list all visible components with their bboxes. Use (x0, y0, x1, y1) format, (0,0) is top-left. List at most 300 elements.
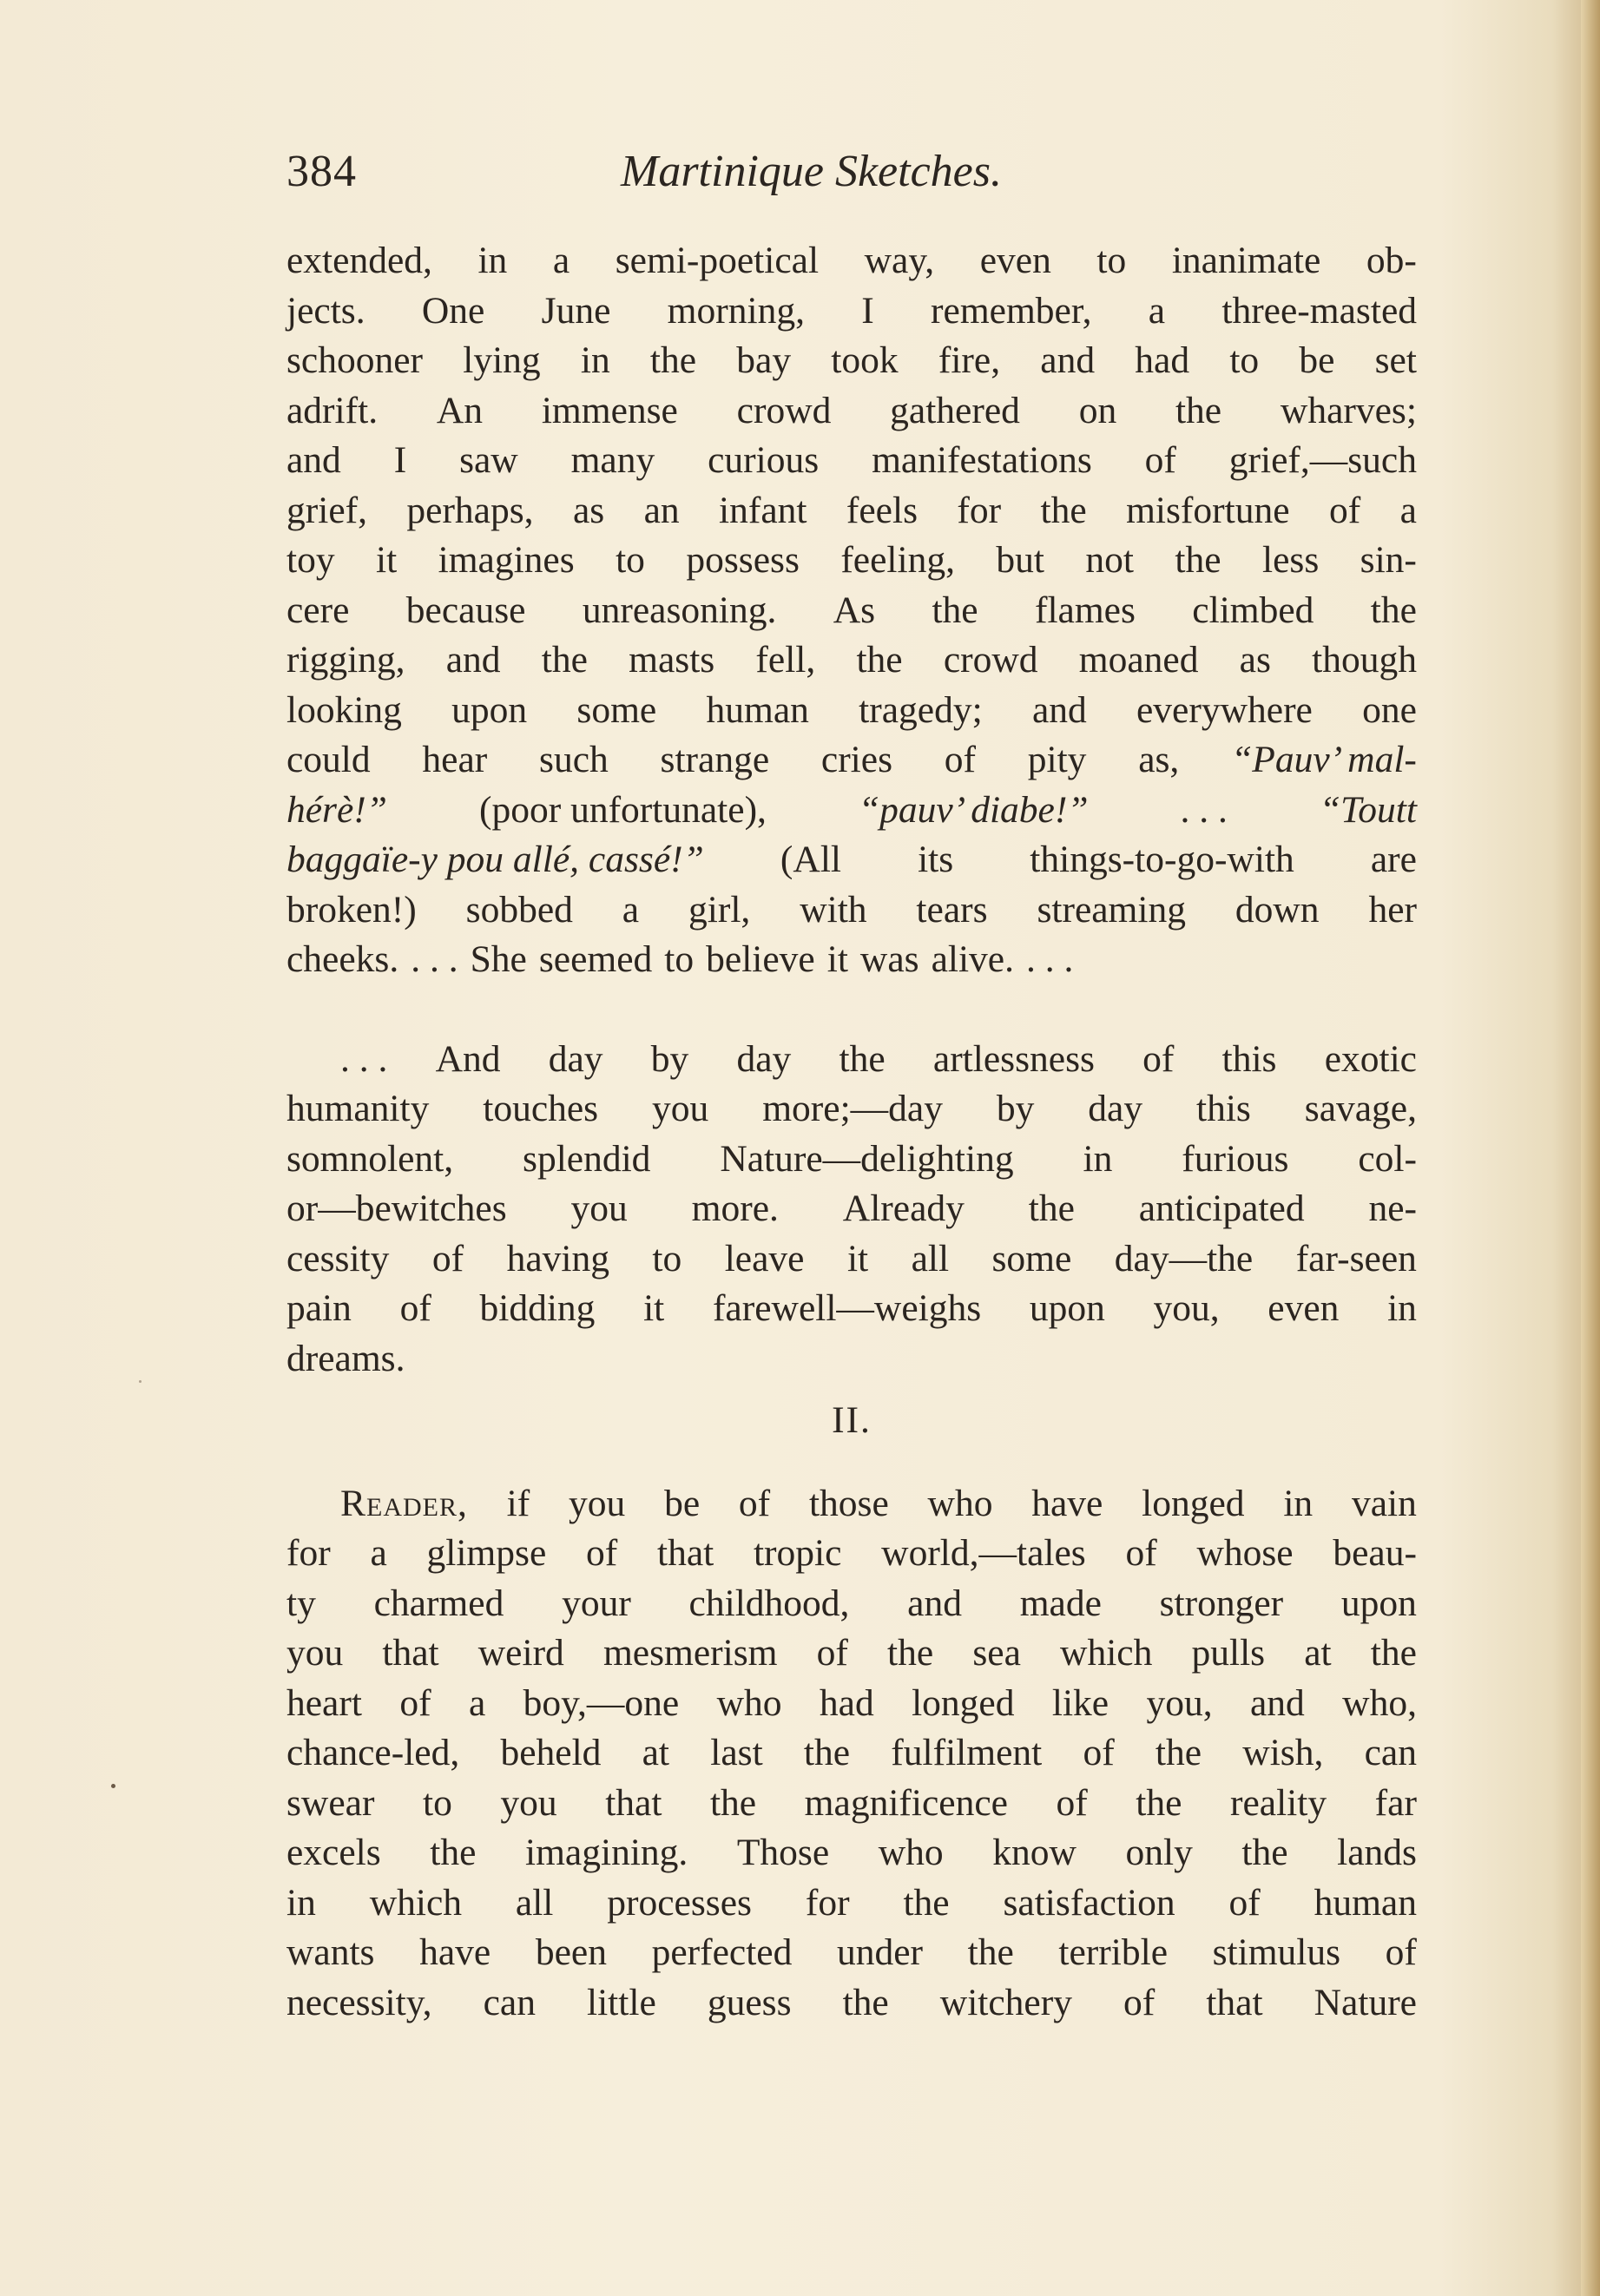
word: you (570, 1187, 628, 1229)
word: ob- (1366, 240, 1417, 281)
word: been (535, 1931, 607, 1973)
word: who (927, 1482, 993, 1524)
word: it (643, 1287, 665, 1329)
word: excels (286, 1832, 381, 1873)
text-line (286, 1284, 1417, 1334)
word: believe (706, 938, 815, 980)
word: feeling, (840, 539, 955, 581)
word: charmed (373, 1582, 504, 1624)
word: imagines (438, 539, 575, 581)
word: perfected (651, 1931, 793, 1973)
word: on (1078, 389, 1117, 431)
word: broken!) (286, 888, 417, 931)
word: that (382, 1632, 439, 1674)
word: of (1125, 1532, 1157, 1574)
word: way, (864, 240, 935, 281)
word: . . . (340, 1037, 388, 1080)
word: in (286, 1881, 316, 1924)
word: the (967, 1931, 1014, 1973)
word: the (1241, 1832, 1288, 1873)
creole-quote: “pauv’ diabe!” (858, 788, 1089, 831)
word: which (369, 1881, 463, 1924)
word: you (500, 1781, 557, 1824)
word: human (706, 688, 809, 731)
word: strange (660, 739, 770, 780)
word: the (1175, 539, 1221, 581)
word: have (419, 1931, 491, 1973)
word: wish, (1242, 1732, 1324, 1773)
word: the (430, 1832, 477, 1873)
word: or—bewitches (286, 1187, 507, 1229)
word: One (421, 289, 485, 332)
word: more. (691, 1187, 779, 1229)
word: girl, (688, 888, 751, 931)
word: I (393, 439, 407, 481)
word: not (1085, 539, 1134, 581)
word: far-seen (1295, 1237, 1417, 1280)
word: stimulus (1212, 1931, 1341, 1973)
word: anticipated (1138, 1187, 1305, 1229)
text-line (286, 1828, 1417, 1878)
word: because (405, 589, 526, 631)
word: of (431, 1237, 464, 1280)
word: lands (1337, 1832, 1417, 1873)
text-line (286, 1679, 1417, 1729)
word: June (541, 289, 611, 332)
word: in (1083, 1137, 1113, 1180)
word: for (805, 1881, 850, 1924)
word: semi-poetical (615, 240, 820, 281)
word: one (1362, 688, 1417, 731)
word: And (435, 1037, 501, 1080)
word: of (586, 1532, 618, 1574)
word: and (445, 639, 501, 681)
word: sea (972, 1632, 1021, 1674)
word: everywhere (1136, 688, 1313, 731)
word: it (846, 1237, 869, 1280)
word: the (932, 589, 978, 631)
text-line (286, 1579, 1417, 1629)
ellipsis: . . . (1180, 788, 1228, 831)
word: infant (719, 489, 807, 531)
word: heart (286, 1681, 362, 1724)
word: under (836, 1931, 924, 1973)
word: possess (686, 539, 800, 581)
word: as, (1138, 739, 1180, 780)
word: which (1060, 1632, 1153, 1674)
word: of (1142, 1037, 1175, 1080)
page-header (286, 146, 1415, 215)
paragraph-3 (286, 1529, 1417, 2028)
word: of (1083, 1732, 1115, 1773)
word: three-masted (1221, 289, 1417, 332)
word: you, (1146, 1681, 1213, 1724)
word: climbed (1192, 589, 1314, 631)
word: in (477, 240, 508, 281)
word: for (286, 1532, 331, 1574)
word: can (483, 1981, 536, 2023)
word: furious (1182, 1137, 1289, 1180)
word: cries (820, 739, 893, 780)
word: and (286, 439, 341, 481)
word: and (1031, 688, 1087, 731)
word: morning, (667, 289, 805, 332)
text-line (286, 635, 1417, 686)
word: flames (1034, 589, 1136, 631)
word: lying (463, 339, 541, 381)
word: ne- (1368, 1187, 1417, 1229)
word: fell, (755, 639, 816, 681)
word: upon (1340, 1582, 1417, 1624)
word: glimpse (426, 1532, 547, 1574)
word: pulls (1191, 1632, 1266, 1674)
word: even (979, 240, 1051, 281)
word: if (506, 1482, 530, 1524)
word: this (1196, 1088, 1251, 1129)
word: bay (736, 339, 792, 381)
word: like (1051, 1681, 1109, 1724)
word: (All (780, 839, 841, 880)
word: artlessness (932, 1037, 1095, 1080)
text-line (286, 1084, 1417, 1135)
word: its (918, 839, 954, 880)
word: the (856, 639, 903, 681)
word: stronger (1159, 1582, 1284, 1624)
word: the (839, 1037, 886, 1080)
word: the (1155, 1732, 1202, 1773)
word: the (1136, 1781, 1182, 1824)
word: saw (459, 439, 518, 481)
word: a (622, 888, 640, 931)
word: grief, (286, 489, 367, 531)
word: necessity, (286, 1981, 432, 2023)
word: the (709, 1781, 757, 1824)
text-line (286, 1035, 1417, 1085)
word: savage, (1304, 1088, 1417, 1129)
page-edge (1581, 0, 1600, 2296)
word: who, (1342, 1681, 1417, 1724)
word: weird (477, 1632, 564, 1674)
word: schooner (286, 339, 424, 381)
word: many (570, 439, 655, 481)
word: beheld (500, 1732, 602, 1773)
word: set (1374, 339, 1417, 381)
word: pity (1027, 739, 1087, 780)
word: of (399, 1681, 431, 1724)
text-line (286, 1728, 1417, 1779)
word: whose (1196, 1532, 1294, 1574)
word: . . . (411, 938, 458, 980)
word: little (587, 1981, 656, 2023)
word: to (1096, 240, 1127, 281)
word: chance-led, (286, 1732, 460, 1773)
word: reality (1230, 1781, 1327, 1824)
word: only (1125, 1832, 1193, 1873)
word: the (1370, 1632, 1417, 1674)
word: rigging, (286, 639, 405, 681)
word: who (716, 1681, 782, 1724)
word: ty (286, 1582, 316, 1624)
word: took (831, 339, 899, 381)
word: for (957, 489, 1002, 531)
text-line (286, 1135, 1417, 1185)
word: could (286, 739, 371, 780)
word: with (800, 888, 867, 931)
word: An (436, 389, 484, 431)
word: in (1283, 1482, 1314, 1524)
word: the (1040, 489, 1087, 531)
word: gathered (890, 389, 1020, 431)
word: made (1019, 1582, 1102, 1624)
word: I (861, 289, 874, 332)
word: mesmerism (602, 1632, 778, 1674)
word: the (1370, 589, 1417, 631)
word: longed (1142, 1482, 1245, 1524)
word: the (887, 1632, 934, 1674)
word: col- (1358, 1137, 1417, 1180)
word: and (1249, 1681, 1305, 1724)
word: adrift. (286, 389, 379, 431)
word: crowd (736, 389, 832, 431)
word: Nature—delighting (720, 1137, 1014, 1180)
word: as (572, 489, 605, 531)
word: guess (707, 1981, 792, 2023)
text-line (286, 885, 1417, 936)
word: touches (483, 1088, 599, 1129)
text-line (286, 336, 1417, 386)
word: extended, (286, 240, 432, 281)
word: feels (846, 489, 919, 531)
word: of (1056, 1781, 1088, 1824)
word: remember, (931, 289, 1092, 332)
word: of (1228, 1881, 1261, 1924)
word: some (576, 688, 657, 731)
word: day—the (1114, 1237, 1254, 1280)
word: masts (629, 639, 715, 681)
word: seemed (538, 938, 653, 980)
word: cere (286, 589, 350, 631)
word: tragedy; (859, 688, 983, 731)
text-line (286, 1529, 1417, 1579)
word: fulfilment (891, 1732, 1043, 1773)
word: that (656, 1532, 714, 1574)
word: be (664, 1482, 701, 1524)
word: sobbed (465, 888, 573, 931)
word: of (1328, 489, 1361, 531)
text-line (286, 1234, 1417, 1285)
word: tropic (753, 1532, 842, 1574)
word: Already (842, 1187, 965, 1229)
text-line (286, 1334, 1417, 1385)
word: satisfaction (1003, 1881, 1175, 1924)
word: last (710, 1732, 763, 1773)
word: the (541, 639, 588, 681)
word: your (562, 1582, 631, 1624)
text-line (286, 1779, 1417, 1829)
word: a (468, 1681, 486, 1724)
word: hear (422, 739, 488, 780)
word: of (399, 1287, 431, 1329)
word: world,—tales (881, 1532, 1086, 1574)
opening-word: Reader, (340, 1482, 468, 1524)
text-line (286, 1479, 1417, 1530)
word: all (911, 1237, 950, 1280)
text-line (286, 935, 1417, 985)
word: be (1299, 339, 1335, 381)
creole-quote: baggaïe-y pou allé, cassé!” (286, 839, 704, 880)
word: of (816, 1632, 848, 1674)
word: cessity (286, 1237, 390, 1280)
word: alive. (931, 938, 1014, 980)
word: in (1387, 1287, 1417, 1329)
paragraph-2 (286, 1035, 1417, 1385)
word: even (1267, 1287, 1340, 1329)
word: tears (916, 888, 988, 931)
word: and (1040, 339, 1096, 381)
translation: (poor unfortunate), (478, 788, 767, 831)
word: looking (286, 688, 402, 731)
word: humanity (286, 1088, 430, 1129)
paper-speck (111, 1784, 115, 1788)
word: curious (708, 439, 820, 481)
word: you (652, 1088, 709, 1129)
word: a (552, 240, 570, 281)
word: far (1374, 1781, 1417, 1824)
word: you (286, 1632, 344, 1674)
word: jects. (286, 289, 365, 332)
word: dreams. (286, 1337, 405, 1379)
word: the (842, 1981, 889, 2023)
word: the (803, 1732, 851, 1773)
text-line (286, 735, 1417, 786)
word: by (650, 1037, 689, 1080)
word: it (376, 539, 398, 581)
text-line (286, 1184, 1417, 1234)
word: as (1239, 639, 1271, 681)
word: all (515, 1881, 554, 1924)
word: manifestations (872, 439, 1092, 481)
creole-quote: “Pauv’ mal- (1231, 739, 1417, 780)
word: the (1028, 1187, 1075, 1229)
word: leave (724, 1237, 805, 1280)
word: at (642, 1732, 670, 1773)
word: by (996, 1088, 1035, 1129)
text-line (286, 236, 1417, 286)
word: beau- (1333, 1532, 1417, 1574)
word: grief,—such (1228, 439, 1417, 481)
text-line (286, 786, 1417, 836)
word: can (1364, 1732, 1417, 1773)
word: Those (736, 1832, 830, 1873)
word: a (370, 1532, 387, 1574)
paper-speck (139, 1380, 142, 1383)
word: things-to-go-with (1030, 839, 1294, 880)
word: As (833, 589, 876, 631)
word: of (738, 1482, 771, 1524)
word: that (605, 1781, 662, 1824)
word: and (907, 1582, 962, 1624)
word: a (1399, 489, 1417, 531)
word: upon (451, 688, 528, 731)
word: misfortune (1126, 489, 1290, 531)
word: less (1262, 539, 1320, 581)
word: magnificence (804, 1781, 1008, 1824)
word: of (1385, 1931, 1417, 1973)
word: her (1368, 888, 1417, 931)
text-line (286, 586, 1417, 636)
word: pain (286, 1287, 352, 1329)
word: the (1175, 389, 1222, 431)
word: bidding (479, 1287, 596, 1329)
word: of (1123, 1981, 1156, 2023)
word: a (1148, 289, 1166, 332)
word: crowd (943, 639, 1038, 681)
word: who (878, 1832, 944, 1873)
word: longed (912, 1681, 1015, 1724)
creole-quote: “Toutt (1319, 788, 1417, 831)
word: moaned (1078, 639, 1199, 681)
word: upon (1029, 1287, 1105, 1329)
word: was (859, 938, 919, 980)
word: cheeks. (286, 938, 399, 980)
word: sin- (1360, 539, 1417, 581)
paragraph-1 (286, 236, 1417, 735)
word: streaming (1037, 888, 1186, 931)
word: had (1135, 339, 1190, 381)
word: terrible (1058, 1931, 1168, 1973)
word: day (548, 1037, 603, 1080)
word: to (616, 539, 645, 581)
word: childhood, (688, 1582, 850, 1624)
text-line (286, 1928, 1417, 1978)
text-line (286, 536, 1417, 586)
word: that (1206, 1981, 1263, 2023)
word: are (1370, 839, 1417, 880)
word: witchery (939, 1981, 1072, 2023)
running-title: Martinique Sketches. (621, 147, 1002, 196)
word: swear (286, 1781, 375, 1824)
word: it (826, 938, 848, 980)
word: immense (541, 389, 678, 431)
word: somnolent, (286, 1137, 454, 1180)
word: more;—day (762, 1088, 943, 1129)
word: fire, (938, 339, 1001, 381)
text-line (286, 486, 1417, 536)
word: to (423, 1781, 452, 1824)
word: to (1229, 339, 1260, 381)
word: imagining. (525, 1832, 688, 1873)
text-line (286, 1628, 1417, 1679)
word: of (1144, 439, 1176, 481)
paragraph-gap (286, 985, 1417, 1035)
word: the (649, 339, 697, 381)
word: exotic (1324, 1037, 1417, 1080)
word: having (506, 1237, 609, 1280)
word: down (1235, 888, 1320, 931)
word: perhaps, (406, 489, 534, 531)
word: though (1312, 639, 1417, 681)
word: this (1221, 1037, 1277, 1080)
text-line (286, 436, 1417, 486)
word: boy,—one (523, 1681, 680, 1724)
word: had (819, 1681, 874, 1724)
text-line (286, 835, 1417, 885)
word: you, (1153, 1287, 1220, 1329)
word: wharves; (1280, 389, 1417, 431)
word: the (903, 1881, 950, 1924)
word: at (1304, 1632, 1332, 1674)
word: but (996, 539, 1044, 581)
